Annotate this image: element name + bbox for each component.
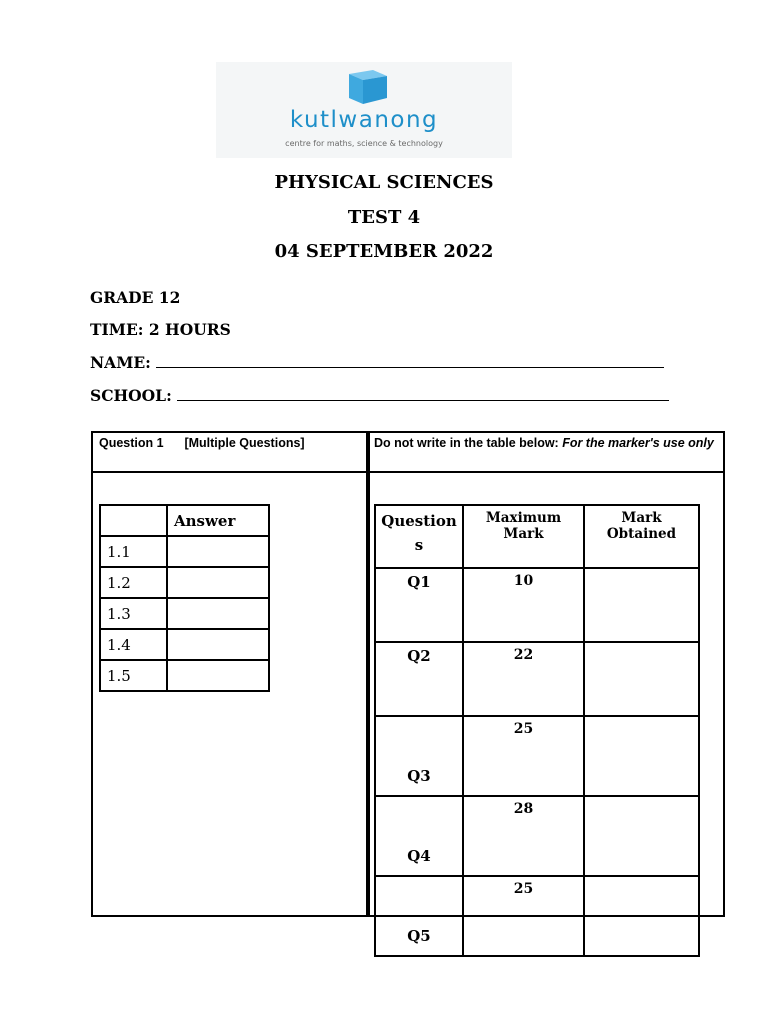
table-row [375,716,699,796]
table-row [100,629,269,660]
marker-note [374,436,714,450]
table-row [375,796,699,876]
mark-obtained-cell[interactable] [584,876,699,956]
max-mark-cell [463,642,584,716]
table-row [100,660,269,691]
table-row [100,567,269,598]
question-label: Q4 [375,796,463,876]
question-number: Question 1 [99,436,164,450]
col-header-max [463,505,584,568]
subject-title: PHYSICAL SCIENCES [274,172,494,193]
max-mark: 25 [513,881,534,897]
max-mark-cell [463,796,584,876]
marker-note-italic: For the marker's use only [562,436,714,450]
question-type: [Multiple Questions] [184,436,305,450]
answer-cell[interactable] [167,567,269,598]
question-label: Q1 [375,568,463,642]
school-field[interactable] [177,388,669,401]
answer-table [99,504,270,692]
question-heading [99,436,305,450]
marker-note-text: Do not write in the table below: [374,436,563,450]
logo-tagline: centre for maths, science & technology [285,139,443,148]
row-label: 1.5 [100,660,167,691]
answer-frame [91,431,725,945]
answer-cell[interactable] [167,629,269,660]
test-date: 04 SEPTEMBER 2022 [274,241,494,262]
mark-obtained-cell[interactable] [584,716,699,796]
name-field[interactable] [156,355,664,368]
test-title: TEST 4 [347,207,421,228]
table-row [100,505,269,536]
answer-header: Answer [167,505,269,536]
grade-label: GRADE 12 [90,288,181,307]
answer-cell[interactable] [167,660,269,691]
max-mark: 25 [513,721,534,737]
max-mark-cell [463,876,584,956]
col-header-max-text: Maximum Mark [485,510,562,542]
answer-cell[interactable] [167,536,269,567]
table-row [375,568,699,642]
table-row [100,536,269,567]
col-header-question: Question s [375,505,463,568]
school-row [90,386,669,405]
table-row [375,876,699,956]
table-cell [100,505,167,536]
logo-wordmark: kutlwanong [289,107,439,133]
question-label: Q5 [375,876,463,956]
row-label: 1.4 [100,629,167,660]
name-row [90,353,664,372]
question-label: Q3 [375,716,463,796]
row-label: 1.3 [100,598,167,629]
marks-table [374,504,700,957]
cube-icon [345,70,389,104]
answer-cell[interactable] [167,598,269,629]
row-label: 1.2 [100,567,167,598]
row-label: 1.1 [100,536,167,567]
table-row [375,642,699,716]
mark-obtained-cell[interactable] [584,642,699,716]
name-label: NAME: [90,353,151,372]
frame-divider [366,433,370,915]
max-mark: 28 [513,801,534,817]
max-mark: 22 [513,647,534,663]
col-header-obtained-text: Mark Obtained [606,510,677,542]
max-mark: 10 [513,573,534,589]
school-label: SCHOOL: [90,386,172,405]
table-row [100,598,269,629]
frame-header-line [93,471,723,473]
time-label: TIME: 2 HOURS [90,320,231,339]
logo [216,62,512,158]
col-header-obtained [584,505,699,568]
mark-obtained-cell[interactable] [584,568,699,642]
mark-obtained-cell[interactable] [584,796,699,876]
table-row [375,505,699,568]
question-label: Q2 [375,642,463,716]
max-mark-cell [463,568,584,642]
max-mark-cell [463,716,584,796]
